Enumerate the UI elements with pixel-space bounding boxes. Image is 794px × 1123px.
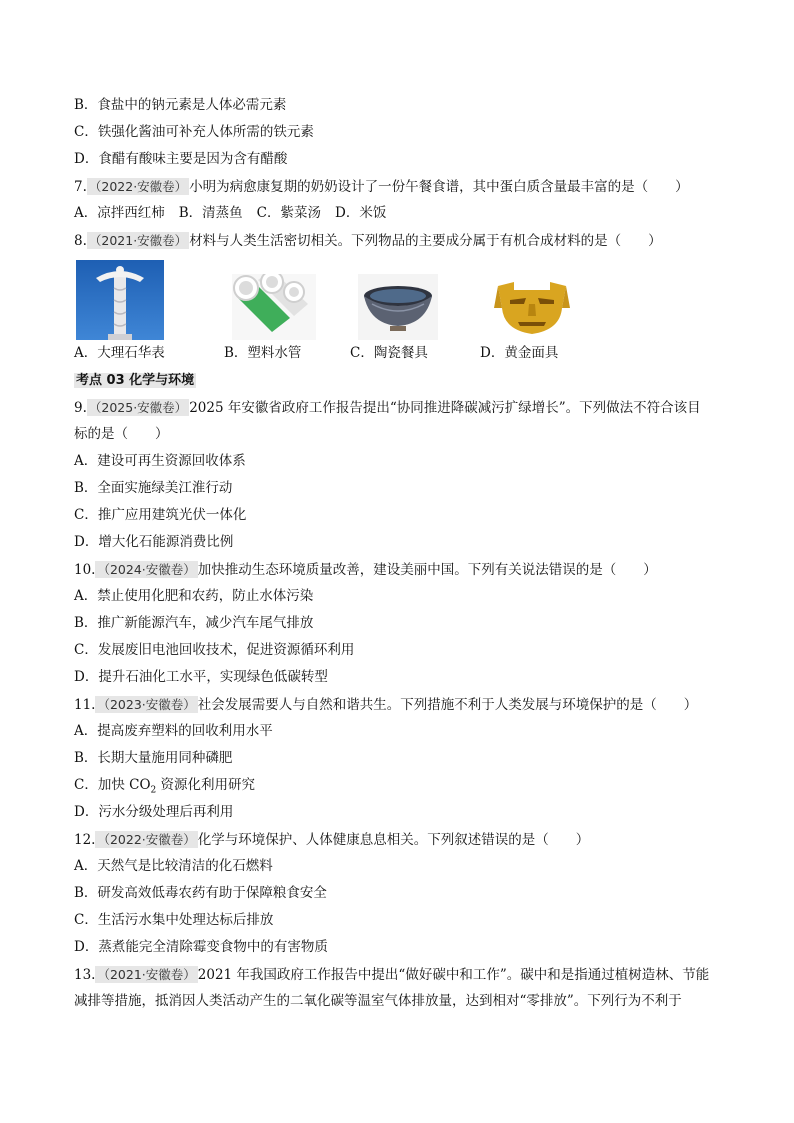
option-b: B．长期大量施用同种磷肥 <box>74 750 233 766</box>
question-10 <box>74 556 724 583</box>
option-line: C．铁强化酱油可补充人体所需的铁元素 <box>74 124 314 140</box>
option-d: D．黄金面具 <box>480 345 559 361</box>
plastic-pipes-image <box>232 274 316 340</box>
option-c-rest: 资源化利用研究 <box>156 777 256 793</box>
question-text: 2025 年安徽省政府工作报告提出“协同推进降碳减污扩绿增长”。下列做法不符合该目 <box>189 400 701 416</box>
question-number: 10. <box>74 562 96 578</box>
source-tag: （2021·安徽卷） <box>88 233 188 248</box>
option-c: C．生活污水集中处理达标后排放 <box>74 912 274 928</box>
question-13-continued: 减排等措施，抵消因人类活动产生的二氧化碳等温室气体排放量，达到相对“零排放”。下列行为不利于 <box>74 993 682 1009</box>
source-tag: （2022·安徽卷） <box>88 179 188 194</box>
question-text: 加快推动生态环境质量改善，建设美丽中国。下列有关说法错误的是（ ） <box>197 562 657 578</box>
question-8-options <box>74 340 724 367</box>
option-b: B．塑料水管 <box>224 345 302 361</box>
source-tag: （2021·安徽卷） <box>97 967 196 982</box>
option-b: B．全面实施绿美江淮行动 <box>74 480 233 496</box>
option-c-text: C．加快 CO <box>74 777 151 793</box>
option-b: B．研发高效低毒农药有助于保障粮食安全 <box>74 885 327 901</box>
question-text: 小明为病愈康复期的奶奶设计了一份午餐食谱，其中蛋白质含量最丰富的是（ ） <box>189 179 689 195</box>
option-b: B．清蒸鱼 <box>178 205 243 221</box>
question-number: 8. <box>74 233 87 249</box>
option-d: D．污水分级处理后再利用 <box>74 804 234 820</box>
option-b: B．推广新能源汽车，减少汽车尾气排放 <box>74 615 314 631</box>
option-d: D．蒸煮能完全清除霉变食物中的有害物质 <box>74 939 328 955</box>
question-11 <box>74 691 724 718</box>
option-c: C．推广应用建筑光伏一体化 <box>74 507 247 523</box>
source-tag: （2023·安徽卷） <box>97 697 196 712</box>
option-a: A．建设可再生资源回收体系 <box>74 453 246 469</box>
question-number: 7. <box>74 179 87 195</box>
source-tag: （2022·安徽卷） <box>97 832 196 847</box>
question-9 <box>74 394 724 421</box>
option-a: A．凉拌西红柿 <box>74 205 165 221</box>
option-c: C．发展废旧电池回收技术，促进资源循环利用 <box>74 642 355 658</box>
gold-mask-image <box>490 278 574 340</box>
option-d: D．增大化石能源消费比例 <box>74 534 234 550</box>
subscript: 2 <box>150 785 157 796</box>
question-text: 化学与环境保护、人体健康息息相关。下列叙述错误的是（ ） <box>197 832 590 848</box>
question-number: 13. <box>74 967 96 983</box>
option-a: A．大理石华表 <box>74 345 165 361</box>
option-line: D．食醋有酸味主要是因为含有醋酸 <box>74 151 288 167</box>
option-c: C．陶瓷餐具 <box>350 345 428 361</box>
option-a: A．天然气是比较清洁的化石燃料 <box>74 858 273 874</box>
option-c <box>74 772 724 799</box>
question-13 <box>74 961 724 988</box>
question-number: 12. <box>74 832 96 848</box>
question-9-continued: 标的是（ ） <box>74 426 169 442</box>
marble-pillar-image <box>76 260 164 340</box>
option-d: D．米饭 <box>335 205 387 221</box>
question-12 <box>74 826 724 853</box>
question-8 <box>74 227 724 254</box>
section-title: 考点 03 化学与环境 <box>76 373 195 388</box>
question-7-options <box>74 200 724 227</box>
ceramic-bowl-image <box>358 274 438 340</box>
option-line: B．食盐中的钠元素是人体必需元素 <box>74 97 287 113</box>
source-tag: （2024·安徽卷） <box>97 562 196 577</box>
question-text: 2021 年我国政府工作报告中提出“做好碳中和工作”。碳中和是指通过植树造林、节能 <box>197 967 710 983</box>
source-tag: （2025·安徽卷） <box>88 400 188 415</box>
question-text: 社会发展需要人与自然和谐共生。下列措施不利于人类发展与环境保护的是（ ） <box>197 697 698 713</box>
question-text: 材料与人类生活密切相关。下列物品的主要成分属于有机合成材料的是（ ） <box>189 233 662 249</box>
question-number: 11. <box>74 697 96 713</box>
option-c: C．紫菜汤 <box>256 205 322 221</box>
question-7 <box>74 173 724 200</box>
option-a: A．提高废弃塑料的回收利用水平 <box>74 723 273 739</box>
question-8-images <box>74 258 724 340</box>
section-heading <box>74 367 724 394</box>
option-d: D．提升石油化工水平，实现绿色低碳转型 <box>74 669 328 685</box>
option-a: A．禁止使用化肥和农药，防止水体污染 <box>74 588 314 604</box>
page-content <box>74 92 724 1015</box>
question-number: 9. <box>74 400 87 416</box>
